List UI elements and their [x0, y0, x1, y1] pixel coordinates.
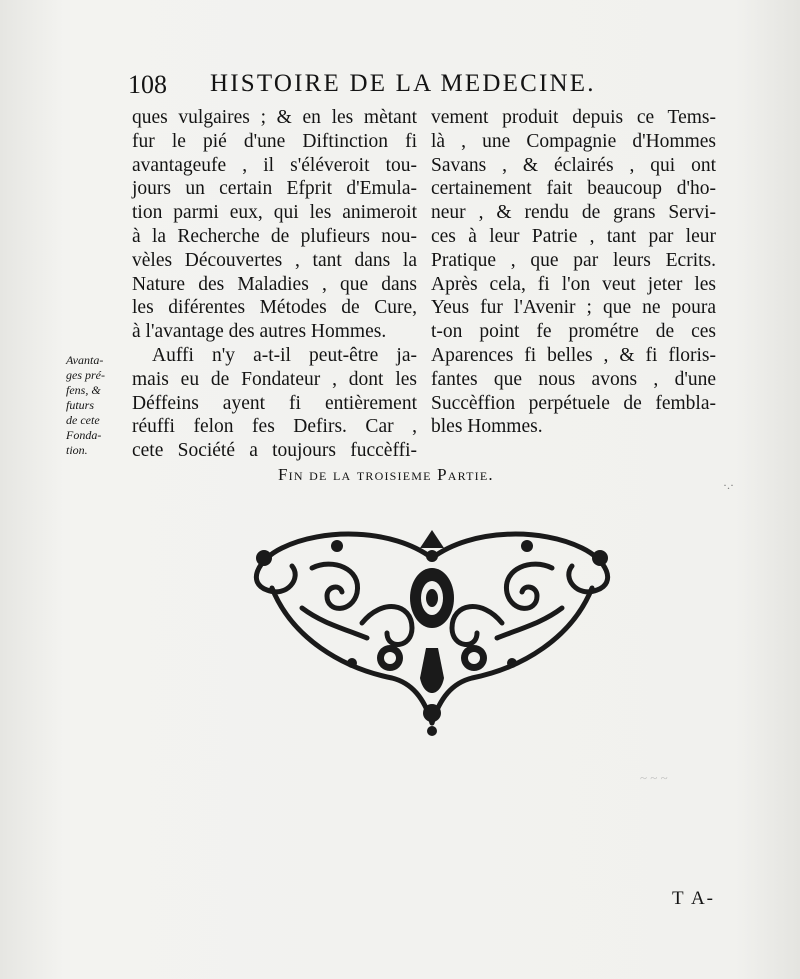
- text-line: Aparences fi belles , & fi floris-: [431, 344, 716, 366]
- text-line: tion parmi eux, qui les animeroit: [132, 202, 417, 224]
- text-line: réuffi felon fes Defirs. Car ,: [132, 416, 417, 438]
- text-line: certainement fait beaucoup d'ho-: [431, 178, 716, 200]
- text-line: Savans , & éclairés , qui ont: [431, 154, 716, 176]
- text-line: jours un certain Efprit d'Emula-: [132, 178, 417, 200]
- part-end-heading: Fin de la troisieme Partie.: [278, 465, 494, 484]
- running-title: HISTOIRE DE LA MEDECINE.: [210, 70, 596, 97]
- page-number: 108: [128, 70, 167, 99]
- text-line: mais eu de Fondateur , dont les: [132, 368, 417, 390]
- text-line: ces à leur Patrie , tant par leur: [431, 225, 716, 247]
- text-line: ques vulgaires ; & en les mètant: [132, 107, 417, 128]
- text-line: Nature des Maladies , que dans: [132, 273, 417, 295]
- text-line: Après cela, fi l'on veut jeter les: [431, 273, 716, 295]
- text-line: à l'avantage des autres Hommes.: [132, 321, 387, 343]
- text-line: là , une Compagnie d'Hommes: [431, 130, 716, 152]
- margin-note-line: futurs: [66, 398, 95, 412]
- margin-note-line: ges pré-: [66, 368, 105, 382]
- text-line: t-on point fe prométre de ces: [431, 321, 716, 343]
- stray-mark: ·.·: [723, 478, 734, 492]
- text-line: les diférentes Métodes de Cure,: [132, 297, 417, 319]
- text-line: Yeus fur l'Avenir ; que ne poura: [431, 297, 716, 319]
- margin-note-line: tion.: [66, 443, 88, 457]
- catchword: T A-: [672, 888, 716, 909]
- text-line: Succèffion perpétuele de fembla-: [431, 392, 716, 414]
- margin-note: [66, 353, 132, 458]
- text-line: fur le pié d'une Diftinction fi: [132, 130, 417, 152]
- text-line: Déffeins ayent fi entièrement: [132, 392, 417, 414]
- margin-note-line: Avanta-: [66, 353, 104, 367]
- bleed-through-text: ~ ~ ~: [640, 770, 668, 785]
- text-line: avantageufe , il s'éléveroit tou-: [132, 154, 417, 176]
- text-line: fantes que nous avons , d'une: [431, 368, 716, 390]
- margin-note-line: de cete: [66, 413, 100, 427]
- text-line: bles Hommes.: [431, 416, 543, 438]
- text-line: Auffi n'y a-t-il peut-être ja-: [152, 344, 417, 366]
- tailpiece-ornament-icon: [242, 528, 622, 738]
- text-line: cete Société a toujours fuccèffi-: [132, 440, 417, 462]
- text-line: Pratique , que par leurs Ecrits.: [431, 249, 716, 271]
- right-column: [431, 106, 716, 439]
- text-line: vement produit depuis ce Tems-: [431, 107, 716, 128]
- margin-note-line: fens, &: [66, 383, 101, 397]
- margin-note-line: Fonda-: [66, 428, 102, 442]
- text-line: à la Recherche de plufieurs nou-: [132, 225, 417, 247]
- text-line: vèles Découvertes , tant dans la: [132, 249, 417, 271]
- left-column: [132, 106, 417, 463]
- text-line: neur , & rendu de grans Servi-: [431, 202, 716, 224]
